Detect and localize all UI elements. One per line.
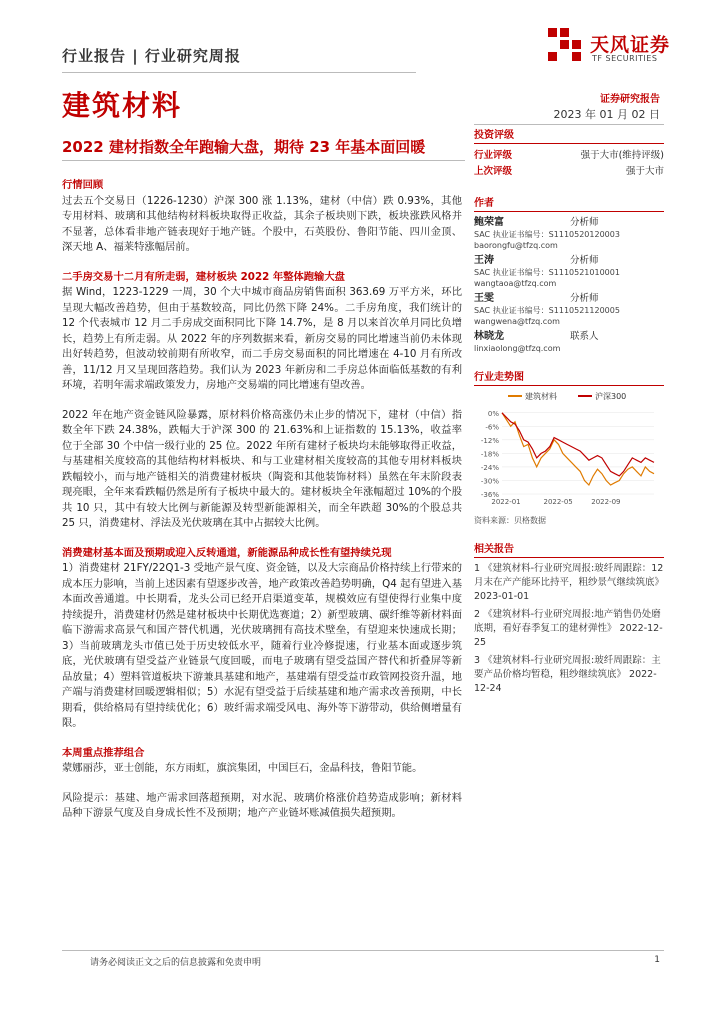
related-report[interactable]: 3 《建筑材料-行业研究周报:玻纤周跟踪：主要产品价格均暂稳，粗纱继续筑底》 2022-12-24: [474, 655, 661, 694]
legend-label: 沪深300: [595, 392, 627, 401]
series-line: [502, 413, 654, 485]
author-block: [474, 254, 664, 289]
y-tick-label: -12%: [480, 436, 499, 445]
related-report[interactable]: 2 《建筑材料-行业研究周报:地产销售仍处磨底期，看好春季复工的建材弹性》 2022-12-25: [474, 609, 663, 648]
report-type: 行业报告 | 行业研究周报: [62, 47, 241, 65]
author-block: [474, 216, 664, 251]
section-body: 蒙娜丽莎，亚士创能，东方雨虹，旗滨集团，中国巨石，金晶科技，鲁阳节能。: [62, 762, 423, 774]
brand-name-en: TF SECURITIES: [592, 54, 658, 63]
related-heading: 相关报告: [474, 540, 664, 558]
section-heading: 本周重点推荐组合: [62, 746, 145, 759]
report-kind: 证券研究报告: [600, 94, 660, 105]
y-tick-label: -36%: [480, 491, 499, 499]
author-email[interactable]: wangtaoa@tfzq.com: [474, 279, 557, 288]
author-role: 联系人: [570, 331, 599, 342]
main-content: [62, 178, 462, 822]
rating-key: 上次评级: [474, 166, 513, 177]
author-block: [474, 330, 664, 354]
y-tick-label: -30%: [480, 477, 499, 486]
logo-mark-icon: [544, 24, 588, 68]
author-sac: SAC 执业证书编号：S1110521010001: [474, 268, 620, 277]
author-email[interactable]: wangwena@tfzq.com: [474, 317, 560, 326]
report-title: 2022 建材指数全年跑输大盘，期待 23 年基本面回暖: [62, 138, 426, 156]
section-body: 2022 年在地产资金链风险暴露，原材料价格高涨仍未止步的情况下，建材（中信）指数全年下跌 24.38%，跌幅大于沪深 300 的 21.63%和上证指数的 15.13%，收益率位于全部 30 个中信一级行业的 25 位。2022 年所有建材子板块均未能够取得正收益，与基建相关度较高的其他结构材料板块、和与工业建材相关度较高的其他专用材料板块跌幅较小，而与地产链相关的消费建材板块（陶瓷和其他装饰材料）虽然在年末阶段表现亮眼，全年来看跌幅仍然是所有子板块中最大的。建材板块全年涨幅超过 10%的个股共 10 只，其中有较大比例与新能源及转型新能源相关，而全年跌超 30%的个股总共 25 只，消费建材、浮法及光伏玻璃在其中占据较大比例。: [62, 408, 462, 529]
section-outlook: [62, 546, 462, 732]
x-tick-label: 2022-01: [491, 498, 521, 506]
author-sac: SAC 执业证书编号：S1110521120005: [474, 306, 620, 315]
brand-name-cn: 天风证券: [590, 34, 671, 56]
title-divider: [62, 160, 465, 161]
author-role: 分析师: [570, 217, 599, 228]
sidebar: [474, 126, 664, 700]
section-heading: 行情回顾: [62, 179, 104, 191]
risk-warning: 风险提示：基建、地产需求回落超预期，对水泥、玻璃价格涨价趋势造成影响；新材料品种下游景气度及自身成长性不及预期；地产产业链坏账减值损失超预期。: [62, 791, 462, 819]
y-tick-label: -18%: [480, 450, 499, 459]
author-block: [474, 292, 664, 327]
brand-logo: [544, 24, 674, 72]
legend-label: 建筑材料: [525, 392, 557, 401]
rating-heading: 投资评级: [474, 126, 664, 144]
section-body: 据 Wind，1223-1229 一周，30 个大中城市商品房销售面积 363.69 万平方米，环比呈现大幅改善趋势，但由于基数较高，同比仍然下降 24%。二手房角度，我们统计的 12 个代表城市 12 月二手房成交面积同比下降 14.7%，是 8 月以来首次单月同比负增长，趋势上有所走弱。从 2022 年的序列数据来看，新房交易的同比增速当前仍未体现出好转趋势，但波动较前期有所收窄，而二手房交易面积的同比增速在 4-10 月有所改善，11/12 月又呈现回落趋势。我们认为 2023 年新房和二手房总体面临低基数的有利环境，若明年需求端政策发力，房地产交易端的同比增速有望改善。: [62, 286, 462, 391]
section-market-review: [62, 178, 462, 256]
author-role: 分析师: [570, 255, 599, 266]
rating-row: [474, 164, 664, 180]
authors-heading: 作者: [474, 194, 664, 212]
y-tick-label: -6%: [485, 423, 499, 432]
section-risk: [62, 791, 462, 822]
section-heading: 二手房交易十二月有所走弱，建材板块 2022 年整体跑输大盘: [62, 270, 345, 283]
author-email[interactable]: baorongfu@tfzq.com: [474, 241, 558, 250]
x-tick-label: 2022-09: [591, 498, 621, 506]
section-housing: [62, 270, 462, 394]
footer-divider: [62, 950, 664, 951]
header-divider: [62, 72, 416, 73]
rating-key: 行业评级: [474, 150, 513, 161]
author-sac: SAC 执业证书编号：S1110520120003: [474, 230, 620, 239]
author-role: 分析师: [570, 293, 599, 304]
sidebar-top-rule: [474, 124, 664, 125]
series-line: [502, 413, 654, 476]
trend-heading: 行业走势图: [474, 368, 664, 386]
page-number: 1: [654, 955, 660, 965]
y-tick-label: 0%: [487, 409, 499, 418]
industry-title: 建筑材料: [62, 89, 183, 122]
chart-source: 资料来源：贝格数据: [474, 516, 546, 525]
industry-trend-chart: [474, 390, 664, 510]
author-name: 林晓龙: [474, 331, 504, 342]
author-email[interactable]: linxiaolong@tfzq.com: [474, 344, 561, 353]
section-annual: [62, 408, 462, 532]
author-name: 鲍荣富: [474, 217, 504, 228]
y-tick-label: -24%: [480, 463, 499, 472]
section-portfolio: [62, 746, 462, 777]
rating-row: [474, 148, 664, 164]
rating-value: 强于大市(维持评级): [580, 150, 664, 161]
author-name: 王涛: [474, 255, 494, 266]
section-body: 1）消费建材 21FY/22Q1-3 受地产景气度、资金链，以及大宗商品价格持续上行带来的成本压力影响，当前上述因素有望逐步改善，地产政策改善趋势明确，Q4 起有望进入基本面改善通道。中长期看，龙头公司已经开启渠道变革，规模效应有望使得行业集中度持续提升，消费建材仍然是建材板块中长期优选赛道；2）新型玻璃、碳纤维等新材料面临下游需求高景气和国产替代机遇，光伏玻璃拥有高技术壁垒，有望迎来快速成长期；3）当前玻璃龙头市值已处于历史较低水平，随着行业冷修提速，行业基本面或逐步筑底，光伏玻璃有望受益产业链景气度回暖，而电子玻璃有望受益国产替代和折叠屏等新品放量；4）塑料管道板块下游兼具基建和地产，基建端有望受益市政管网投资升温，地产端与消费建材回暖逻辑相似；5）水泥有望受益于后续基建和地产需求改善预期，中长期看，供给格局有望持续优化；6）玻纤需求端受风电、海外等下游带动，供给侧增量有限。: [62, 562, 462, 729]
footer-disclaimer: 请务必阅读正文之后的信息披露和免责申明: [90, 958, 262, 968]
rating-value: 强于大市: [625, 166, 664, 177]
author-name: 王雯: [474, 293, 494, 304]
x-tick-label: 2022-05: [543, 498, 573, 506]
report-date: 2023 年 01 月 02 日: [553, 108, 660, 121]
section-heading: 消费建材基本面及预期或迎入反转通道，新能源品种成长性有望持续兑现: [62, 546, 392, 559]
section-body: 过去五个交易日（1226-1230）沪深 300 涨 1.13%，建材（中信）跌 0.93%，其他专用材料、玻璃和其他结构材料板块取得正收益，其余子板块则下跌，板块涨跌风格并不显著，总体看非地产链表现好于地产链。个股中，石英股份、鲁阳节能、四川金顶、深天地 A、福莱特涨幅居前。: [62, 194, 462, 253]
related-report[interactable]: 1 《建筑材料-行业研究周报:玻纤周跟踪：12 月末在产产能环比持平，粗纱景气继续筑底》 2023-01-01: [474, 563, 665, 602]
